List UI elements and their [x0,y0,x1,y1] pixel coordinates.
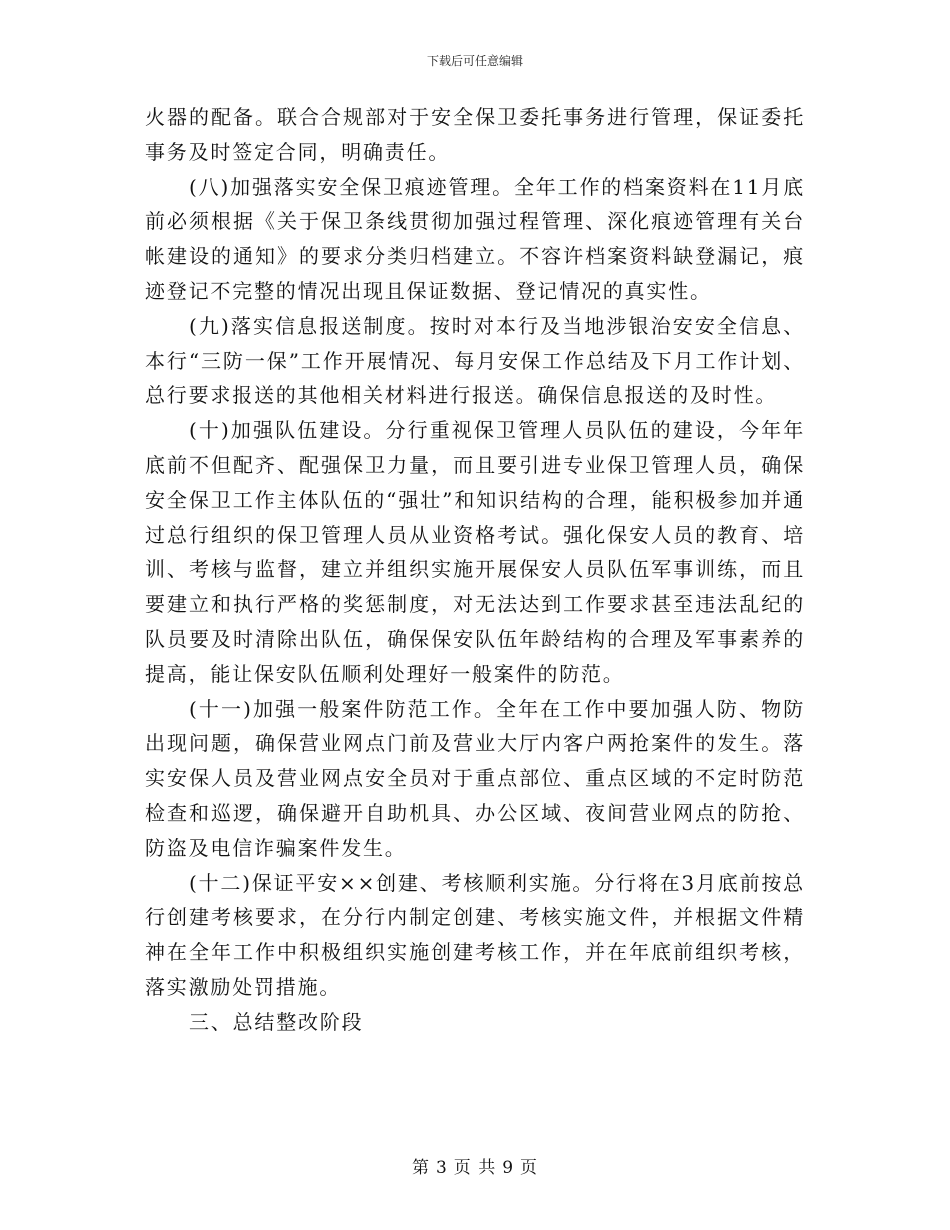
paragraph-continuation: 火器的配备。联合合规部对于安全保卫委托事务进行管理，保证委托事务及时签定合同，明确责任。 [145,105,805,164]
page-header-note: 下载后可任意编辑 [426,54,523,68]
paragraph-item-10: (十)加强队伍建设。分行重视保卫管理人员队伍的建设，今年年底前不但配齐、配强保卫力量，而且要引进专业保卫管理人员，确保安全保卫工作主体队伍的“强壮”和知识结构的合理，能积极参加并通过总行组织的保卫管理人员从业资格考试。强化保安人员的教育、培训、考核与监督，建立并组织实施开展保安人员队伍军事训练，而且要建立和执行严格的奖惩制度，对无法达到工作要求甚至违法乱纪的队员要及时清除出队伍，确保保安队伍年龄结构的合理及军事素养的提高，能让保安队伍顺利处理好一般案件的防范。 [145,418,805,686]
page-footer [0,1157,950,1179]
paragraph-item-9: (九)落实信息报送制度。按时对本行及当地涉银治安安全信息、本行“三防一保”工作开展情况、每月安保工作总结及下月工作计划、总行要求报送的其他相关材料进行报送。确保信息报送的及时性。 [145,313,805,408]
paragraph-item-8: (八)加强落实安全保卫痕迹管理。全年工作的档案资料在11月底前必须根据《关于保卫条线贯彻加强过程管理、深化痕迹管理有关台帐建设的通知》的要求分类归档建立。不容许档案资料缺登漏记，痕迹登记不完整的情况出现且保证数据、登记情况的真实性。 [145,174,805,303]
footer-page-number: 3 [435,1158,448,1178]
footer-prefix: 第 [411,1158,430,1178]
footer-total-pages: 9 [502,1158,515,1178]
footer-mid: 页 共 [453,1158,497,1178]
document-body [145,100,805,1040]
footer-suffix: 页 [520,1158,539,1178]
paragraph-item-11: (十一)加强一般案件防范工作。全年在工作中要加强人防、物防出现问题，确保营业网点门前及营业大厅内客户两抢案件的发生。落实安保人员及营业网点安全员对于重点部位、重点区域的不定时防范检查和巡逻，确保避开自助机具、办公区域、夜间营业网点的防抢、防盗及电信诈骗案件发生。 [145,696,805,860]
paragraph-item-12: (十二)保证平安××创建、考核顺利实施。分行将在3月底前按总行创建考核要求，在分行内制定创建、考核实施文件，并根据文件精神在全年工作中积极组织实施创建考核工作，并在年底前组织考核，落实激励处罚措施。 [145,870,805,999]
section-heading: 三、总结整改阶段 [189,1009,364,1034]
